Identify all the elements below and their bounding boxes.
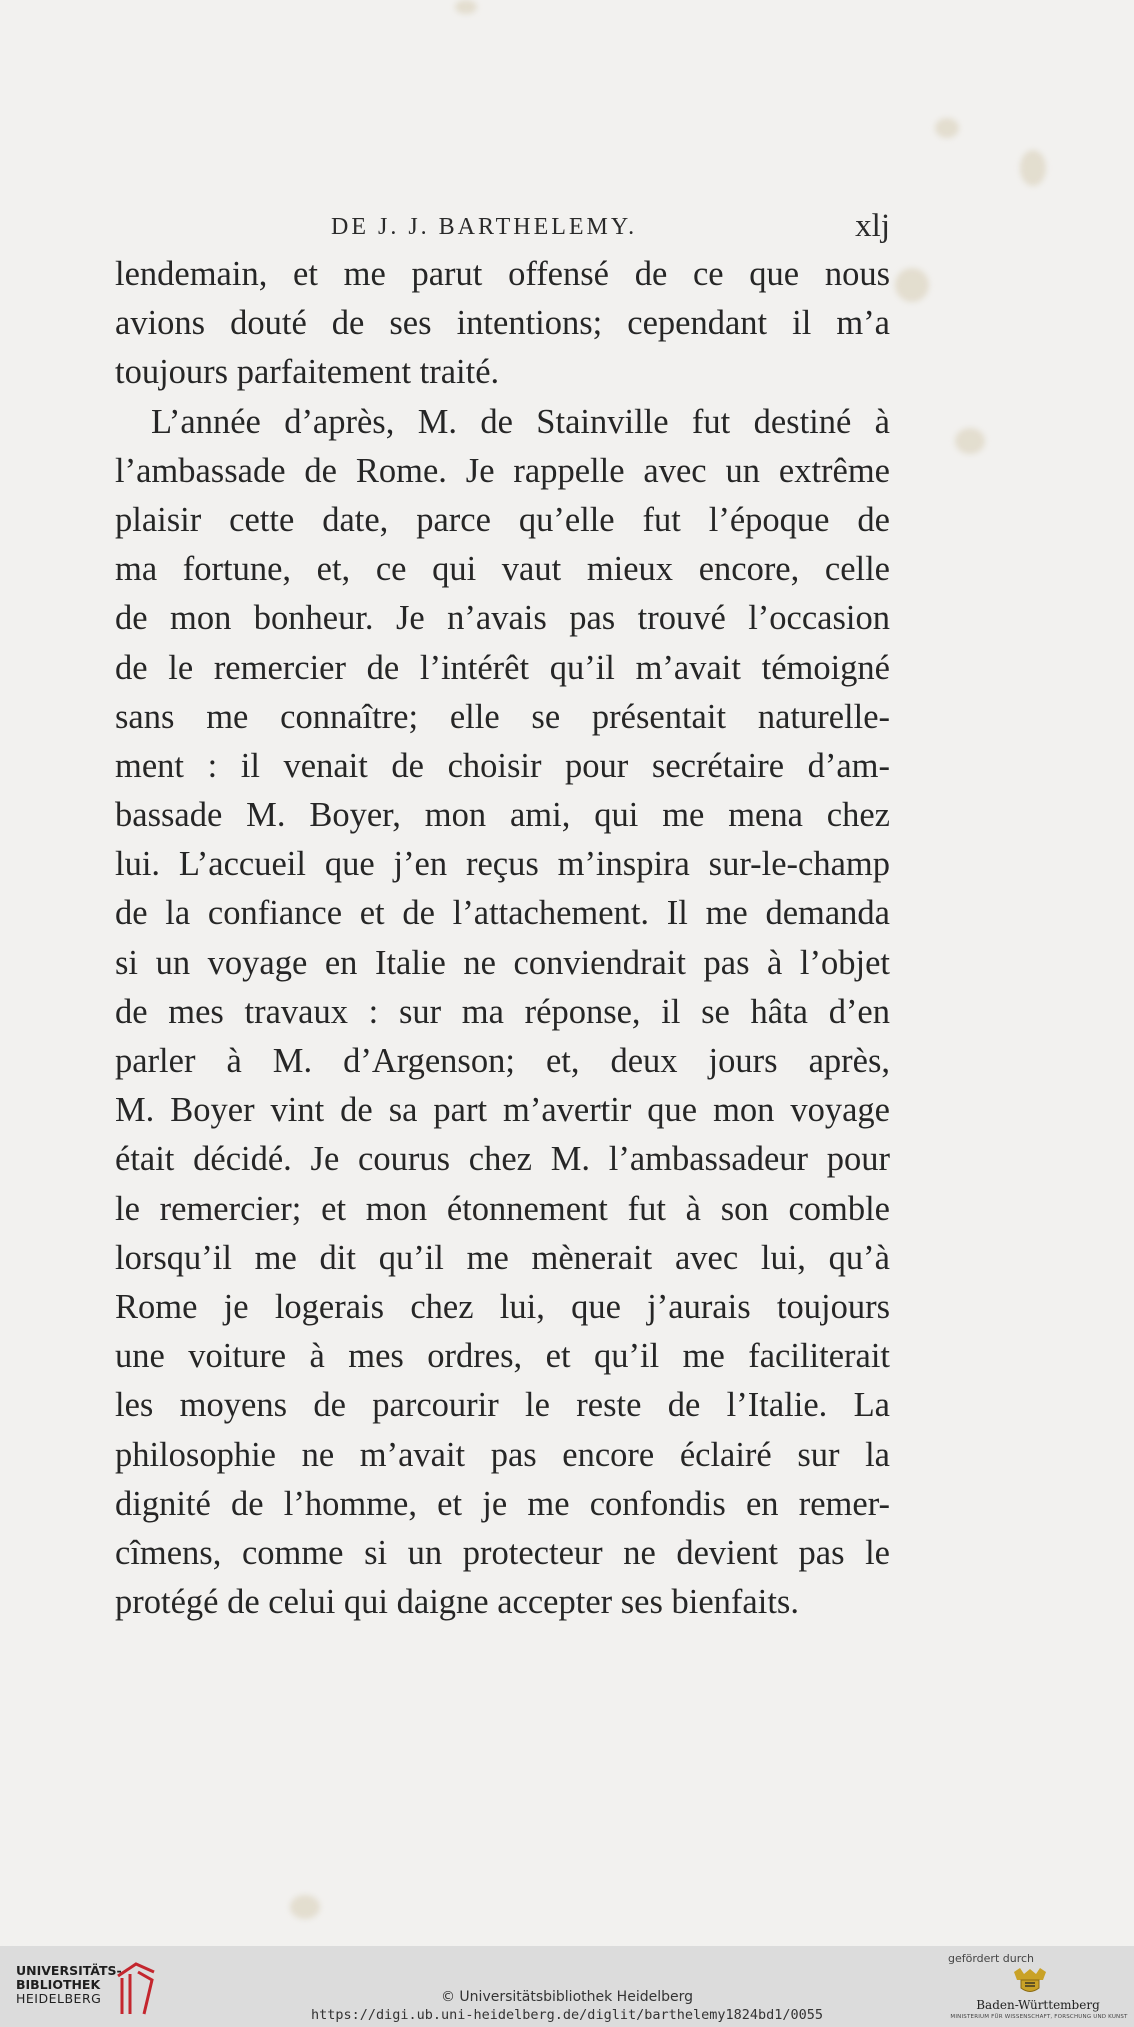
text-line: les moyens de parcourir le reste de l’Italie. La <box>115 1386 890 1425</box>
permalink-url[interactable]: https://digi.ub.uni-heidelberg.de/diglit/barthelemy1824bd1/0055 <box>310 2007 824 2023</box>
text-line: toujours parfaitement traité. <box>115 353 500 392</box>
text-line: sans me connaître; elle se présentait naturelle- <box>115 697 890 736</box>
text-line: protégé de celui qui daigne accepter ses bienfaits. <box>115 1583 799 1622</box>
text-line: avions douté de ses intentions; cependant il m’a <box>115 304 890 343</box>
paper-stain <box>290 1895 320 1919</box>
text-line: de mon bonheur. Je n’avais pas trouvé l’occasion <box>115 599 890 638</box>
page-number: xlj <box>855 208 890 244</box>
coat-of-arms-icon <box>1010 1966 1050 1996</box>
text-line: cîmens, comme si un protecteur ne devient pas le <box>115 1533 890 1572</box>
paper-stain <box>895 268 929 302</box>
text-line: de mes travaux : sur ma réponse, il se hâta d’en <box>115 992 890 1031</box>
text-line: lendemain, et me parut offensé de ce que nous <box>115 255 890 293</box>
library-name-line3: HEIDELBERG <box>16 1991 102 2006</box>
text-line: le remercier; et mon étonnement fut à son comble <box>115 1189 890 1228</box>
running-title: DE J. J. BARTHELEMY. <box>331 214 638 240</box>
text-line: M. Boyer vint de sa part m’avertir que mon voyage <box>115 1091 890 1130</box>
text-line: était décidé. Je courus chez M. l’ambassadeur pour <box>115 1140 890 1179</box>
viewer-footer <box>0 1946 1134 2027</box>
body-text <box>115 250 890 1627</box>
text-line: de le remercier de l’intérêt qu’il m’avait témoigné <box>115 648 890 687</box>
running-head <box>115 210 890 250</box>
text-line: l’ambassade de Rome. Je rappelle avec un extrême <box>115 451 890 490</box>
paper-stain <box>955 428 985 454</box>
paper-stain <box>1020 150 1046 186</box>
text-line: ment : il venait de choisir pour secrétaire d’am- <box>115 746 890 785</box>
text-line: Rome je logerais chez lui, que j’aurais toujours <box>115 1287 890 1326</box>
text-line: lui. L’accueil que j’en reçus m’inspira sur-le-champ <box>115 845 890 884</box>
text-line: une voiture à mes ordres, et qu’il me faciliterait <box>115 1337 890 1376</box>
text-line: parler à M. d’Argenson; et, deux jours après, <box>115 1042 890 1080</box>
sponsor-name: Baden-Württemberg <box>976 1998 1100 2012</box>
paper-stain <box>455 0 477 14</box>
text-line: ma fortune, et, ce qui vaut mieux encore, celle <box>115 550 890 589</box>
text-line: lorsqu’il me dit qu’il me mènerait avec lui, qu’à <box>115 1238 890 1277</box>
copyright-notice: © Universitätsbibliothek Heidelberg <box>440 1989 693 2005</box>
text-line: plaisir cette date, parce qu’elle fut l’époque de <box>115 500 890 539</box>
text-line: de la confiance et de l’attachement. Il me demanda <box>115 894 890 933</box>
library-name-line1: UNIVERSITÄTS- <box>16 1963 122 1978</box>
text-line: L’année d’après, M. de Stainville fut destiné à <box>151 402 890 441</box>
text-line: si un voyage en Italie ne conviendrait pas à l’objet <box>115 943 890 982</box>
text-line: bassade M. Boyer, mon ami, qui me mena chez <box>115 796 890 835</box>
funded-by-label: gefördert durch <box>948 1952 1035 1965</box>
sponsor-ministry: MINISTERIUM FÜR WISSENSCHAFT, FORSCHUNG UND KUNST <box>950 2014 1128 2020</box>
text-line: philosophie ne m’avait pas encore éclairé sur la <box>115 1435 890 1474</box>
library-name-line2: BIBLIOTHEK <box>16 1977 101 1992</box>
paper-stain <box>935 118 959 138</box>
text-line: dignité de l’homme, et je me confondis en remer- <box>115 1484 890 1523</box>
